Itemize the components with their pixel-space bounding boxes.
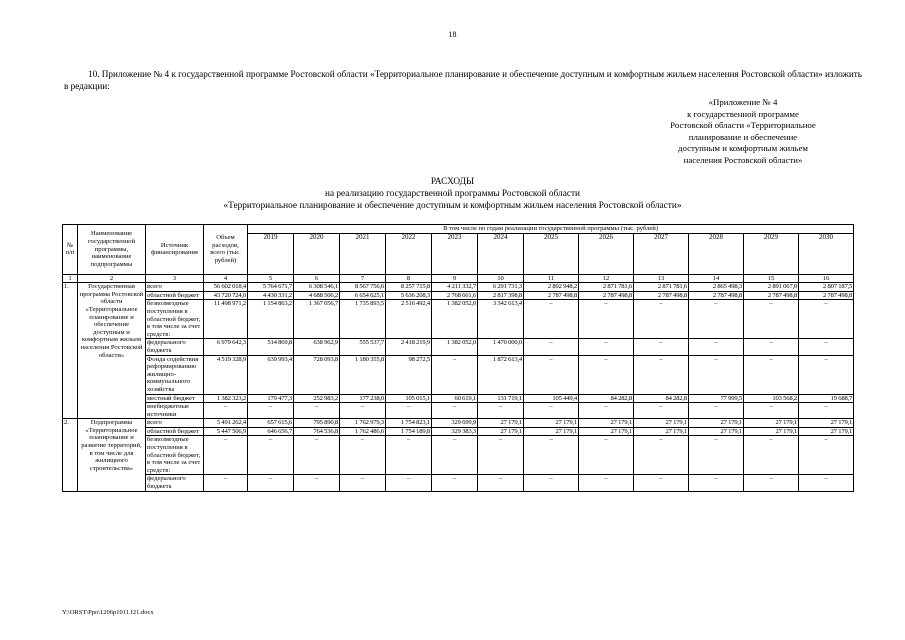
amount-cell: – xyxy=(340,403,386,419)
amount-cell: 77 999,5 xyxy=(689,394,744,403)
amount-cell: 1 180 355,8 xyxy=(340,355,386,394)
amount-cell: 1 754 189,8 xyxy=(386,427,432,436)
amount-cell: 27 179,1 xyxy=(478,419,524,428)
table-row xyxy=(63,403,854,419)
amount-cell: 84 282,8 xyxy=(579,394,634,403)
amount-cell: 5 636 208,3 xyxy=(386,291,432,300)
header-source: Источник финансирования xyxy=(146,225,204,275)
table-row xyxy=(63,419,854,428)
amount-cell: – xyxy=(524,339,579,355)
amount-cell: 27 179,1 xyxy=(478,427,524,436)
amount-cell: 1 762 979,3 xyxy=(340,419,386,428)
amount-cell: 329 383,3 xyxy=(432,427,478,436)
amount-cell: – xyxy=(579,355,634,394)
amount-cell: 1 154 863,2 xyxy=(248,300,294,339)
column-number: 2 xyxy=(78,274,146,283)
header-year: 2022 xyxy=(386,233,432,274)
column-number: 7 xyxy=(340,274,386,283)
appendix-line: населения Ростовской области» xyxy=(683,154,803,165)
amount-cell: 1 762 486,6 xyxy=(340,427,386,436)
amount-cell: 5 447 506,9 xyxy=(204,427,248,436)
amount-cell: – xyxy=(634,355,689,394)
amount-cell: – xyxy=(579,475,634,491)
amount-cell: – xyxy=(744,339,799,355)
amount-cell: 764 536,8 xyxy=(294,427,340,436)
amount-cell: 795 890,8 xyxy=(294,419,340,428)
amount-cell: 19 688,7 xyxy=(799,394,854,403)
amount-cell: – xyxy=(524,403,579,419)
column-number: 13 xyxy=(634,274,689,283)
amount-cell: 252 983,2 xyxy=(294,394,340,403)
amount-cell: – xyxy=(386,475,432,491)
header-year: 2023 xyxy=(432,233,478,274)
header-name: Наименование государственной программы, наименование подпрограммы xyxy=(78,225,146,275)
amount-cell: 27 179,1 xyxy=(524,419,579,428)
amount-cell: 5 764 671,7 xyxy=(248,283,294,292)
amount-cell: 27 179,1 xyxy=(634,427,689,436)
funding-source: безвозмездные поступления в областной бюджет, в том числе за счет средств: xyxy=(146,300,204,339)
amount-cell: 2 787 498,8 xyxy=(579,291,634,300)
amount-cell: 4 519 328,9 xyxy=(204,355,248,394)
amount-cell: – xyxy=(478,403,524,419)
column-number: 4 xyxy=(204,274,248,283)
funding-source: областной бюджет xyxy=(146,427,204,436)
amount-cell: 105 449,4 xyxy=(524,394,579,403)
amount-cell: – xyxy=(204,403,248,419)
amount-cell: 6 308 546,1 xyxy=(294,283,340,292)
row-number: 2. xyxy=(63,419,78,491)
amount-cell: – xyxy=(204,436,248,475)
table-row xyxy=(63,291,854,300)
amount-cell: 6 654 625,1 xyxy=(340,291,386,300)
appendix-header xyxy=(648,97,838,166)
column-number: 15 xyxy=(744,274,799,283)
amount-cell: – xyxy=(634,300,689,339)
title-line3: «Территориальное планирование и обеспечение доступным и комфортным жильем населения Ростовской области» xyxy=(223,201,682,211)
amount-cell: 103 568,2 xyxy=(744,394,799,403)
amount-cell: 27 179,1 xyxy=(689,427,744,436)
amount-cell: 2 787 498,8 xyxy=(524,291,579,300)
amount-cell: 638 962,9 xyxy=(294,339,340,355)
amount-cell: – xyxy=(634,339,689,355)
amount-cell: 2 871 781,6 xyxy=(634,283,689,292)
appendix-line: планирование и обеспечение xyxy=(688,131,798,142)
amount-cell: 27 179,1 xyxy=(579,427,634,436)
header-year: 2027 xyxy=(634,233,689,274)
amount-cell: – xyxy=(524,300,579,339)
amount-cell: 1 735 893,5 xyxy=(340,300,386,339)
amount-cell: – xyxy=(294,475,340,491)
table-row xyxy=(63,355,854,394)
amount-cell: – xyxy=(248,403,294,419)
program-name: Государственная программа Ростовской области «Территориальное планирование и обеспечение доступным и комфортным жильем населения Ростовской области» xyxy=(78,283,146,419)
amount-cell: – xyxy=(432,403,478,419)
amount-cell: 56 602 018,4 xyxy=(204,283,248,292)
amount-cell: 646 656,7 xyxy=(248,427,294,436)
table-row xyxy=(63,283,854,292)
amount-cell: – xyxy=(579,339,634,355)
header-years-caption: В том числе по годам реализации государственной программы (тыс. рублей) xyxy=(248,225,854,234)
amount-cell: 2 418 219,9 xyxy=(386,339,432,355)
amount-cell: 2 871 781,6 xyxy=(579,283,634,292)
table-row xyxy=(63,475,854,491)
amount-cell: 2 892 948,2 xyxy=(524,283,579,292)
amount-cell: – xyxy=(294,403,340,419)
column-number: 10 xyxy=(478,274,524,283)
amount-cell: 177 238,0 xyxy=(340,394,386,403)
amount-cell: – xyxy=(634,403,689,419)
amount-cell: 1 367 056,7 xyxy=(294,300,340,339)
amount-cell: – xyxy=(579,403,634,419)
column-number: 3 xyxy=(146,274,204,283)
amount-cell: 2 807 187,5 xyxy=(799,283,854,292)
amount-cell: – xyxy=(386,436,432,475)
amount-cell: 98 272,5 xyxy=(386,355,432,394)
amount-cell: – xyxy=(386,403,432,419)
amount-cell: 8 567 756,6 xyxy=(340,283,386,292)
amount-cell: 728 093,8 xyxy=(294,355,340,394)
table-row xyxy=(63,300,854,339)
appendix-line: «Приложение № 4 xyxy=(708,97,778,107)
title-main: РАСХОДЫ xyxy=(430,177,475,187)
amount-cell: – xyxy=(204,475,248,491)
amount-cell: 27 179,1 xyxy=(744,419,799,428)
amount-cell: 2 787 498,8 xyxy=(689,291,744,300)
amount-cell: – xyxy=(579,436,634,475)
funding-source: безвозмездные поступления в областной бюджет, в том числе за счет средств: xyxy=(146,436,204,475)
amount-cell: 131 719,1 xyxy=(478,394,524,403)
amount-cell: 4 430 331,2 xyxy=(248,291,294,300)
table-row xyxy=(63,394,854,403)
header-row xyxy=(63,225,854,234)
column-number: 1 xyxy=(63,274,78,283)
amount-cell: 2 787 498,8 xyxy=(634,291,689,300)
amount-cell: – xyxy=(432,355,478,394)
header-year: 2025 xyxy=(524,233,579,274)
amount-cell: 2 891 067,0 xyxy=(744,283,799,292)
amount-cell: – xyxy=(799,300,854,339)
amount-cell: – xyxy=(524,355,579,394)
amount-cell: 1 382 052,0 xyxy=(432,339,478,355)
document-title xyxy=(0,176,905,212)
header-total: Объем расходов, всего (тыс. рублей) xyxy=(204,225,248,275)
column-number: 6 xyxy=(294,274,340,283)
amount-cell: 6 979 642,3 xyxy=(204,339,248,355)
amount-cell: – xyxy=(799,339,854,355)
amount-cell: – xyxy=(744,355,799,394)
amount-cell: 27 179,1 xyxy=(579,419,634,428)
column-number-row xyxy=(63,274,854,283)
page-number: 18 xyxy=(448,30,457,39)
amount-cell: – xyxy=(478,475,524,491)
amount-cell: 657 615,6 xyxy=(248,419,294,428)
amount-cell: – xyxy=(689,475,744,491)
amount-cell: – xyxy=(340,436,386,475)
amount-cell: 11 498 971,2 xyxy=(204,300,248,339)
amount-cell: 2 768 661,6 xyxy=(432,291,478,300)
amount-cell: 4 688 506,2 xyxy=(294,291,340,300)
header-year: 2026 xyxy=(579,233,634,274)
header-year: 2028 xyxy=(689,233,744,274)
column-number: 16 xyxy=(799,274,854,283)
amount-cell: – xyxy=(432,475,478,491)
amount-cell: 3 342 613,4 xyxy=(478,300,524,339)
amount-cell: 27 179,1 xyxy=(634,419,689,428)
amount-cell: – xyxy=(689,403,744,419)
file-path-footer: Y:\ORST\Ppo\1206p1011.f21.docx xyxy=(62,609,154,616)
appendix-line: к государственной программе xyxy=(687,108,799,119)
amount-cell: – xyxy=(248,436,294,475)
amount-cell: 6 291 731,3 xyxy=(478,283,524,292)
amount-cell: 2 516 492,4 xyxy=(386,300,432,339)
amount-cell: 8 257 715,8 xyxy=(386,283,432,292)
amount-cell: 1 382 323,2 xyxy=(204,394,248,403)
amount-cell: – xyxy=(744,300,799,339)
funding-source: областной бюджет xyxy=(146,291,204,300)
header-num: № п/п xyxy=(63,225,78,275)
header-year: 2021 xyxy=(340,233,386,274)
header-year: 2020 xyxy=(294,233,340,274)
amount-cell: 27 179,1 xyxy=(744,427,799,436)
amount-cell: 555 537,7 xyxy=(340,339,386,355)
appendix-line: доступным и комфортным жильем xyxy=(677,143,809,153)
amount-cell: – xyxy=(799,436,854,475)
amount-cell: 43 720 724,0 xyxy=(204,291,248,300)
column-number: 12 xyxy=(579,274,634,283)
table-row xyxy=(63,436,854,475)
amount-cell: 2 787 498,8 xyxy=(744,291,799,300)
row-number: 1. xyxy=(63,283,78,419)
amount-cell: – xyxy=(799,475,854,491)
funding-source: федерального бюджета xyxy=(146,475,204,491)
amount-cell: 2 817 398,8 xyxy=(478,291,524,300)
amount-cell: 1 754 823,1 xyxy=(386,419,432,428)
title-line2: на реализацию государственной программы Ростовской области xyxy=(324,189,580,199)
amount-cell: – xyxy=(524,436,579,475)
amount-cell: – xyxy=(524,475,579,491)
amount-cell: – xyxy=(248,475,294,491)
header-year: 2030 xyxy=(799,233,854,274)
amount-cell: 1 470 000,0 xyxy=(478,339,524,355)
amount-cell: – xyxy=(744,436,799,475)
intro-paragraph: 10. Приложение № 4 к государственной программе Ростовской области «Территориальное планирование и обеспечение доступным и комфортным жильем населения Ростовской области» изложить в редакции: xyxy=(64,69,862,91)
funding-source: Фонда содействия реформированию жилищно-коммунального хозяйства xyxy=(146,355,204,394)
header-year: 2019 xyxy=(248,233,294,274)
amount-cell: 329 699,9 xyxy=(432,419,478,428)
funding-source: всего xyxy=(146,283,204,292)
amount-cell: – xyxy=(799,403,854,419)
amount-cell: 27 179,1 xyxy=(799,419,854,428)
column-number: 8 xyxy=(386,274,432,283)
amount-cell: – xyxy=(799,355,854,394)
amount-cell: 4 211 332,7 xyxy=(432,283,478,292)
column-number: 11 xyxy=(524,274,579,283)
amount-cell: – xyxy=(744,475,799,491)
expenses-table xyxy=(62,224,854,492)
amount-cell: – xyxy=(432,436,478,475)
funding-source: внебюджетные источники xyxy=(146,403,204,419)
amount-cell: 27 179,1 xyxy=(799,427,854,436)
amount-cell: 27 179,1 xyxy=(689,419,744,428)
amount-cell: – xyxy=(634,475,689,491)
table-row xyxy=(63,427,854,436)
amount-cell: 105 015,1 xyxy=(386,394,432,403)
amount-cell: – xyxy=(634,436,689,475)
funding-source: всего xyxy=(146,419,204,428)
amount-cell: 60 619,1 xyxy=(432,394,478,403)
amount-cell: 2 787 498,8 xyxy=(799,291,854,300)
amount-cell: 5 491 262,4 xyxy=(204,419,248,428)
amount-cell: – xyxy=(689,436,744,475)
amount-cell: – xyxy=(579,300,634,339)
program-name: Подпрограмма «Территориальное планирование и развитие территорий, в том числе для жилищного строительства» xyxy=(78,419,146,491)
amount-cell: – xyxy=(294,436,340,475)
amount-cell: 179 477,3 xyxy=(248,394,294,403)
amount-cell: 639 993,4 xyxy=(248,355,294,394)
amount-cell: – xyxy=(478,436,524,475)
amount-cell: 514 869,8 xyxy=(248,339,294,355)
amount-cell: – xyxy=(744,403,799,419)
table-row xyxy=(63,339,854,355)
amount-cell: – xyxy=(340,475,386,491)
header-year: 2024 xyxy=(478,233,524,274)
amount-cell: – xyxy=(689,300,744,339)
header-year: 2029 xyxy=(744,233,799,274)
amount-cell: 2 865 498,3 xyxy=(689,283,744,292)
column-number: 14 xyxy=(689,274,744,283)
amount-cell: 84 282,8 xyxy=(634,394,689,403)
amount-cell: 1 382 052,0 xyxy=(432,300,478,339)
amount-cell: – xyxy=(689,355,744,394)
column-number: 5 xyxy=(248,274,294,283)
funding-source: федерального бюджета xyxy=(146,339,204,355)
column-number: 9 xyxy=(432,274,478,283)
amount-cell: – xyxy=(689,339,744,355)
appendix-line: Ростовской области «Территориальное xyxy=(670,120,816,130)
expenses-table-container xyxy=(62,224,853,492)
amount-cell: 27 179,1 xyxy=(524,427,579,436)
amount-cell: 1 872 613,4 xyxy=(478,355,524,394)
funding-source: местный бюджет xyxy=(146,394,204,403)
